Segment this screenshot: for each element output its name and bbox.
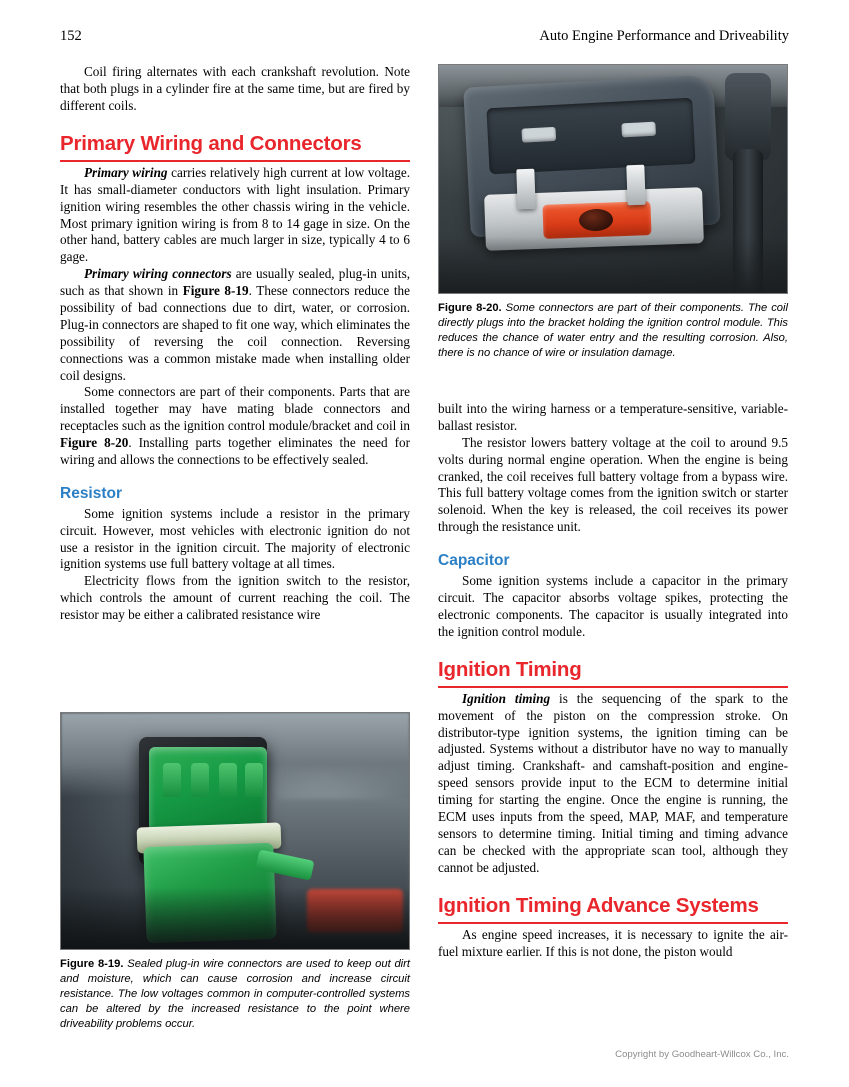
figure-8-19 [60, 712, 410, 1031]
paragraph-primary-wiring-text: carries relatively high current at low voltage. It has small-diameter conductors with light insulation. Primary ignition wiring resembles the other chassis wiring in the vehicle. Most primary ignition wiring is from 8 to 14 gage in size. On the other hand, battery cables are much larger in size, typically 4 to 6 gage. [60, 164, 410, 265]
heading-capacitor: Capacitor [438, 552, 510, 570]
paragraph-ignition-timing-text: is the sequencing of the spark to the movement of the piston on the compression stroke. On distributor-type ignition systems, the ignition timing can be adjusted. Systems without a distributor have no way to manually adjust timing. Crankshaft- and camshaft-position and engine-speed sensors provide input to the ECM to determine initial timing for starting the engine. Once the engine is running, the ECM uses inputs from the speed, MAP, MAF, and temperature sensors to determine timing. Initial timing and timing advance can be checked with the appropriate scan tool, although they cannot be adjusted. [438, 690, 788, 875]
paragraph-primary-wiring-connectors [60, 266, 410, 384]
paragraph-resistor-2: Electricity flows from the ignition switch to the resistor, which controls the amount of current reaching the coil. The resistor may be either a calibrated resistance wire [60, 573, 410, 623]
term-primary-wiring-connectors: Primary wiring connectors [84, 266, 232, 282]
figure-8-20-caption [438, 301, 788, 361]
heading-ignition-timing-advance-systems: Ignition Timing Advance Systems [438, 893, 788, 924]
photo-connector-prong [163, 763, 181, 797]
figure-8-20-label: Figure 8-20. [438, 302, 502, 314]
copyright-footer: Copyright by Goodheart-Willcox Co., Inc. [615, 1049, 789, 1060]
photo-connector-prong [245, 763, 263, 797]
paragraph-resistor-lowers: The resistor lowers battery voltage at the coil to around 9.5 volts during normal engine operation. When the engine is being cranked, the coil receives full battery voltage from a bypass wire. This full battery voltage comes from the ignition switch or starter solenoid. When the key is released, the coil receives its power through the resistance unit. [438, 434, 788, 535]
paragraph-connectors-text-b: . These connectors reduce the possibility of bad connections due to dirt, water, or corrosion. Plug-in connectors are shaped to fit one way, which eliminates the possibility of reversing the coil connection. Reversing connections was a common mistake made when installing older coil designs. [60, 283, 410, 383]
paragraph-some-connectors-text-b: . Installing parts together eliminates the need for wiring and allows the connections to be effectively sealed. [60, 435, 410, 468]
paragraph-some-connectors-text-a: Some connectors are part of their components. Parts that are installed together may have mating blade connectors and receptacles such as the ignition control module/bracket and coil in [60, 384, 410, 434]
figure-8-19-photo [60, 712, 410, 950]
book-title: Auto Engine Performance and Driveability [539, 28, 789, 44]
heading-ignition-timing: Ignition Timing [438, 657, 788, 688]
paragraph-continued: built into the wiring harness or a temperature-sensitive, variable-ballast resistor. [438, 401, 788, 433]
paragraph-connectors-text-a: are usually sealed, plug-in units, such as that shown in [60, 266, 410, 299]
paragraph-some-connectors [60, 384, 410, 468]
photo-module-recess [486, 98, 695, 175]
paragraph-ignition-timing [438, 691, 788, 877]
term-ignition-timing: Ignition timing [462, 690, 551, 706]
photo-bracket-post [725, 73, 771, 161]
right-text-column [438, 401, 788, 961]
figure-8-19-caption-text: Sealed plug-in wire connectors are used to keep out dirt and moisture, which can cause corrosion and increase circuit resistance. The low voltages common in computer-controlled systems can be altered by the increased resistance to the point where driveability problems occur. [60, 958, 410, 1030]
paragraph-primary-wiring [60, 165, 410, 266]
page-header [60, 28, 789, 45]
photo-shadow [439, 237, 787, 293]
photo-green-connector-top [149, 747, 267, 831]
photo-shadow [61, 887, 409, 949]
photo-blade-terminal-left [516, 169, 535, 210]
photo-connector-prong [219, 763, 237, 797]
figure-reference-8-20: Figure 8-20 [60, 435, 129, 451]
photo-blade-terminal-right [626, 165, 645, 206]
figure-reference-8-19: Figure 8-19 [182, 283, 249, 299]
photo-connector-prong [191, 763, 209, 797]
figure-8-19-label: Figure 8-19. [60, 958, 124, 970]
heading-primary-wiring-and-connectors: Primary Wiring and Connectors [60, 131, 410, 162]
figure-8-20-caption-text: Some connectors are part of their components. The coil directly plugs into the bracket holding the ignition control module. This reduces the chance of water entry and the resulting corrosion. Also, there is no chance of wire or insulation damage. [438, 302, 788, 359]
figure-8-19-caption [60, 957, 410, 1031]
paragraph-advance: As engine speed increases, it is necessary to ignite the air-fuel mixture earlier. If this is not done, the piston would [438, 926, 788, 959]
left-text-column [60, 64, 410, 624]
term-primary-wiring: Primary wiring [84, 164, 168, 180]
page-number: 152 [60, 28, 82, 44]
figure-8-20 [438, 64, 788, 361]
photo-blade-slot-left [521, 127, 556, 143]
paragraph-intro: Coil firing alternates with each crankshaft revolution. Note that both plugs in a cylinder fire at the same time, but are fired by different coils. [60, 64, 410, 113]
paragraph-resistor-1: Some ignition systems include a resistor in the primary circuit. However, most vehicles with electronic ignition do not use a resistor in the ignition circuit. The majority of electronic ignition systems use full battery voltage at all times. [60, 505, 410, 572]
photo-blade-slot-right [621, 122, 656, 138]
paragraph-capacitor: Some ignition systems include a capacitor in the primary circuit. The capacitor absorbs voltage spikes, protecting the electronic components. The capacitor is usually integrated into the ignition control module. [438, 572, 788, 639]
figure-8-20-photo [438, 64, 788, 294]
heading-resistor: Resistor [60, 484, 123, 502]
